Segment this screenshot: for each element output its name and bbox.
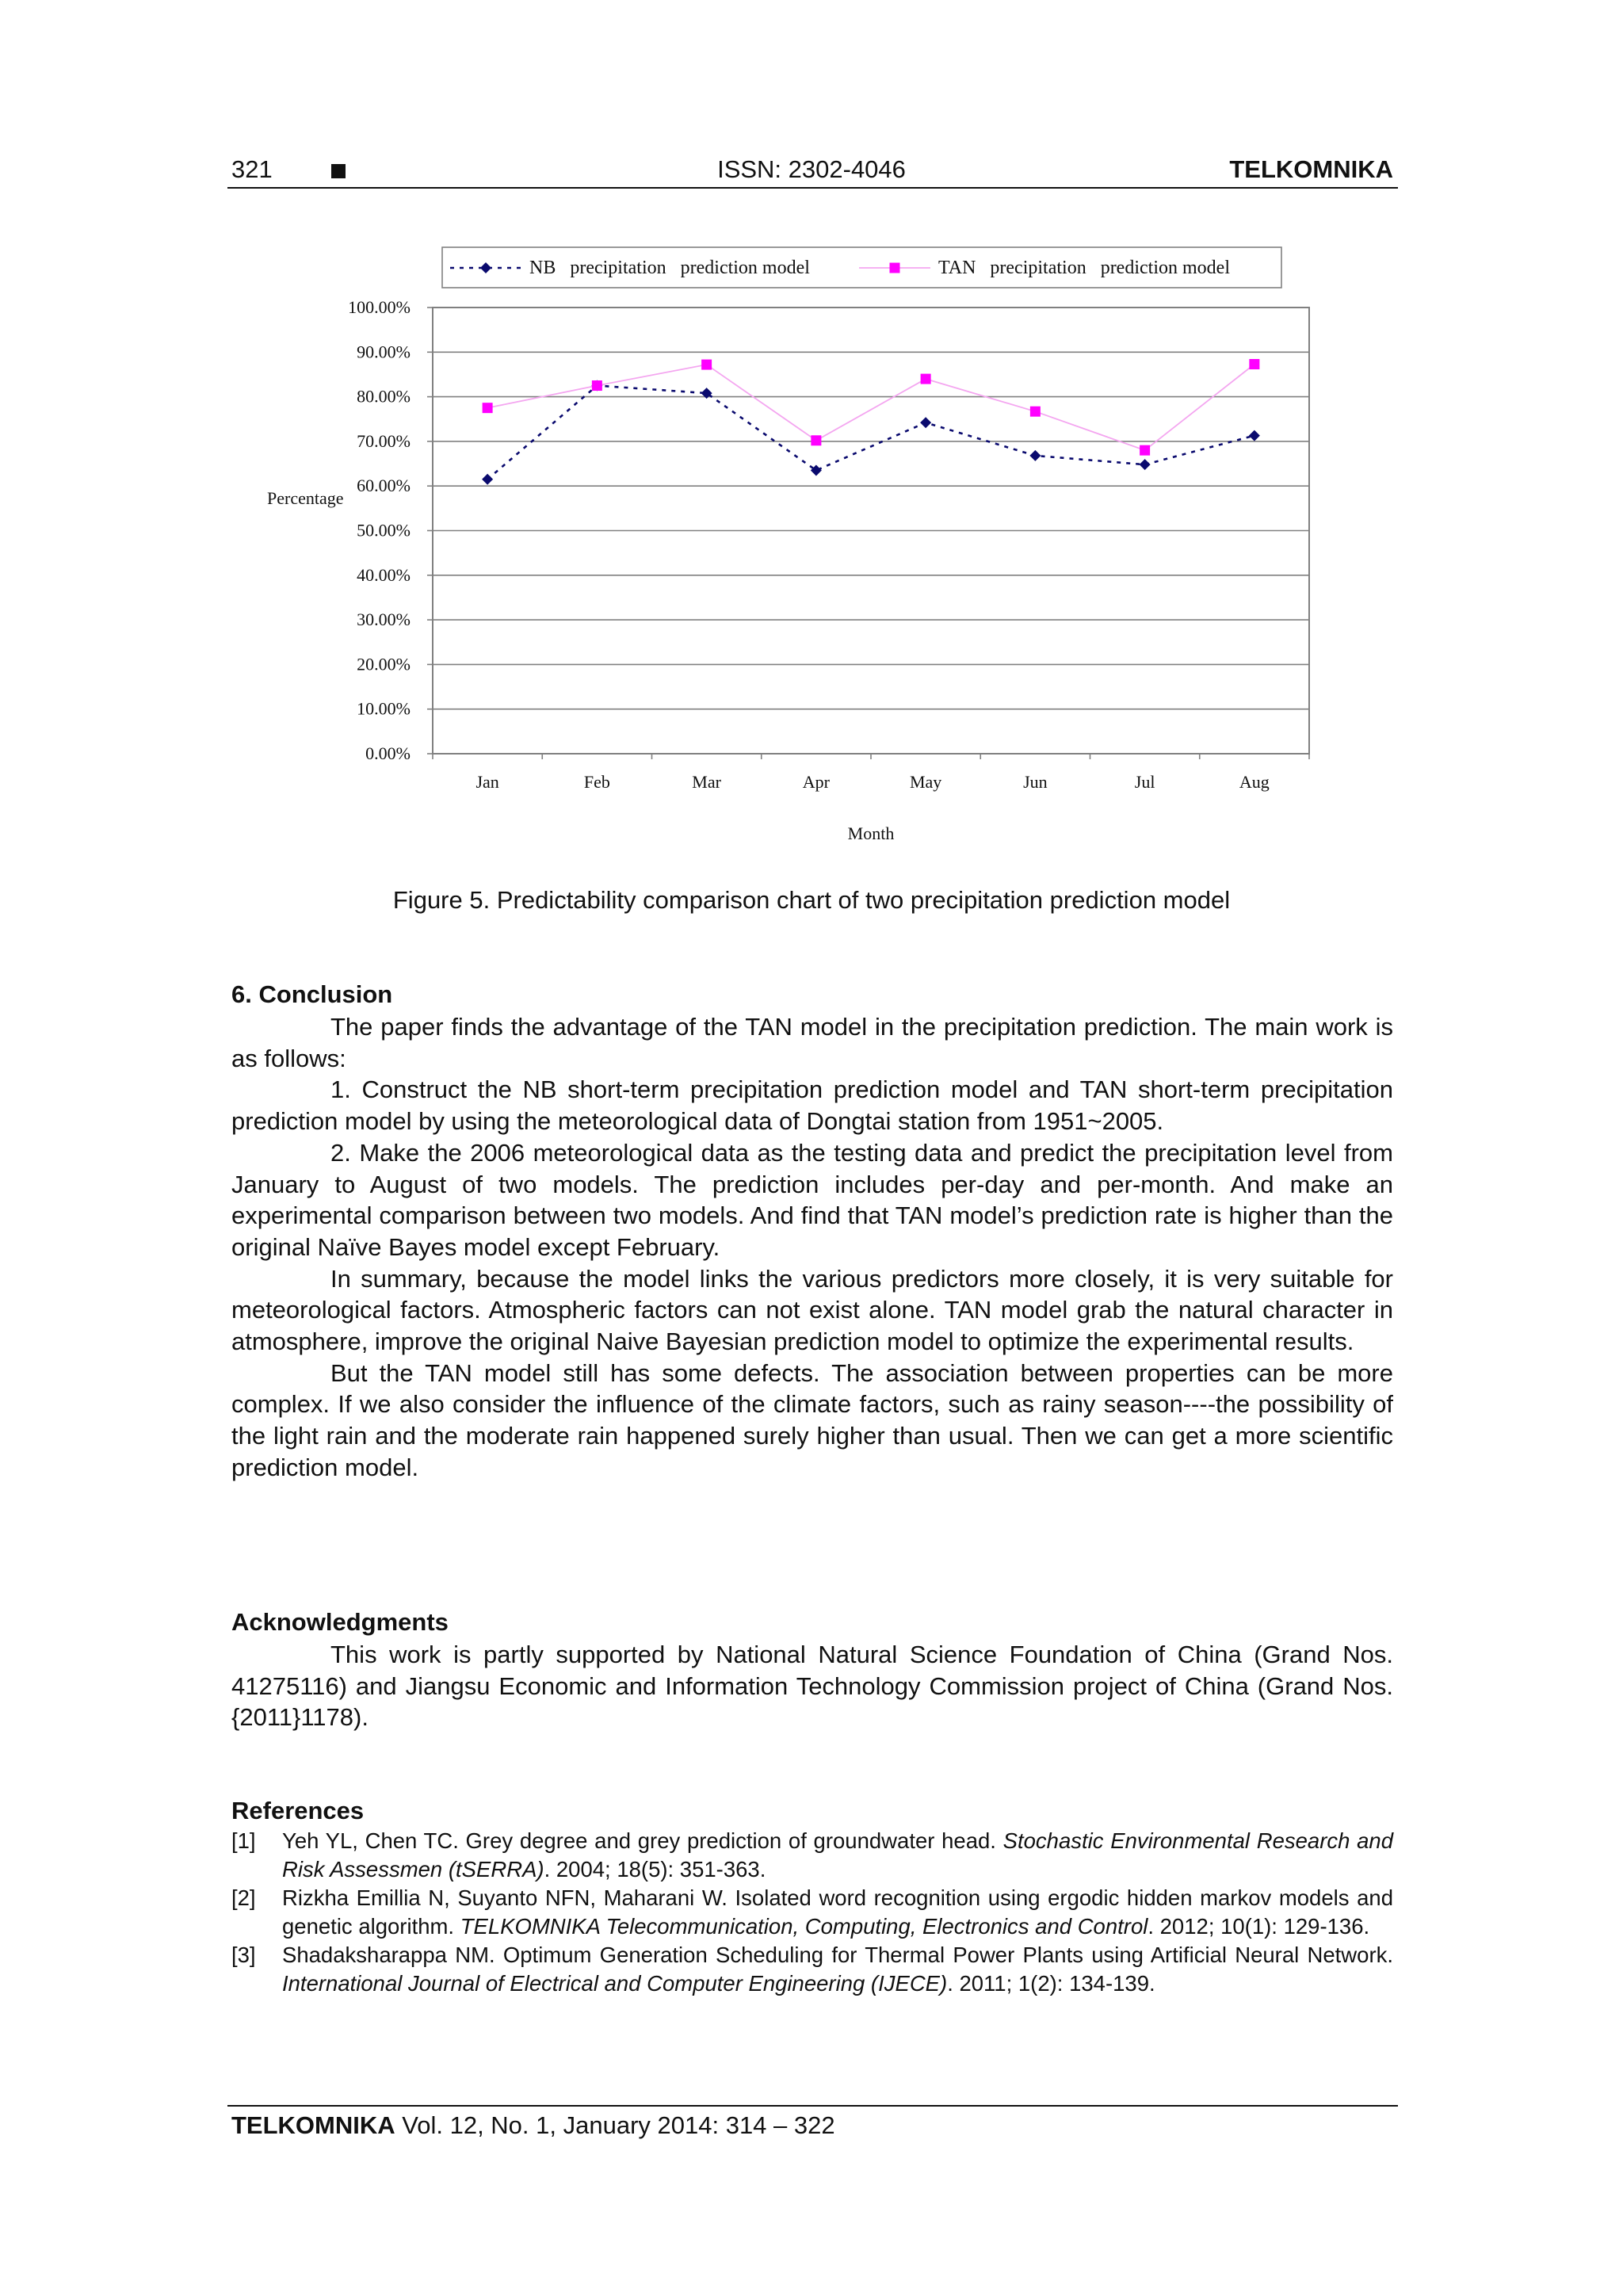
footer-citation <box>231 2111 835 2140</box>
acknowledgments-paragraph: This work is partly supported by National Natural Science Foundation of China (Grand Nos. 41275116) and Jiangsu Economic and Information Technology Commission project of China (Grand Nos.{2011}1178). <box>231 1641 1393 1732</box>
x-tick-label: Aug <box>1239 772 1270 792</box>
reference-item <box>231 1941 1393 1998</box>
conclusion-paragraph: But the TAN model still has some defects. The association between properties can be more complex. If we also consider the influence of the climate factors, such as rainy season----the possibility of the light rain and the moderate rain happened surely higher than usual. Then we can get a more scientific prediction model. <box>231 1358 1393 1481</box>
data-point-tan <box>921 374 931 384</box>
y-tick-label: 10.00% <box>357 698 411 719</box>
reference-item <box>231 1884 1393 1941</box>
conclusion-paragraph: In summary, because the model links the various predictors more closely, it is very suitable for meteorological factors. Atmospheric factors can not exist alone. TAN model grab the natural character in atmosphere, improve the original Naive Bayesian prediction model to optimize the experimental results. <box>231 1264 1393 1356</box>
reference-tail: . 2011; 1(2): 134-139. <box>947 1971 1155 1996</box>
acknowledgments-body <box>231 1639 1393 1733</box>
y-tick-label: 0.00% <box>365 743 411 763</box>
x-axis-title: Month <box>847 823 895 843</box>
x-tick-label: May <box>909 772 942 792</box>
footer-journal-name: TELKOMNIKA <box>231 2111 395 2139</box>
x-tick-label: Jan <box>475 772 499 792</box>
header-journal-name: TELKOMNIKA <box>1229 155 1393 183</box>
conclusion-paragraph: The paper finds the advantage of the TAN model in the precipitation prediction. The main work is as follows: <box>231 1013 1393 1072</box>
section-title-conclusion: 6. Conclusion <box>231 980 393 1008</box>
reference-number: [3] <box>231 1943 256 1967</box>
y-axis-title: Percentage <box>267 488 344 508</box>
line-chart <box>0 0 1623 872</box>
reference-item <box>231 1827 1393 1884</box>
reference-list <box>231 1827 1393 1998</box>
header-issn: ISSN: 2302-4046 <box>717 155 906 183</box>
y-tick-label: 40.00% <box>357 564 411 585</box>
reference-text: Rizkha Emillia N, Suyanto NFN, Maharani W. Isolated word recognition using ergodic hidden markov models and genetic algorithm. <box>282 1885 1393 1939</box>
x-tick-label: Jul <box>1134 772 1155 792</box>
conclusion-paragraph: 1. Construct the NB short-term precipitation prediction model and TAN short-term precipitation prediction model by using the meteorological data of Dongtai station from 1951~2005. <box>231 1075 1393 1136</box>
reference-journal: Stochastic Environmental Research and Risk Assessmen (tSERRA) <box>282 1828 1393 1881</box>
x-tick-label: Feb <box>583 772 610 792</box>
data-point-tan <box>1249 359 1259 369</box>
data-point-tan <box>811 435 821 445</box>
data-point-tan <box>483 403 493 413</box>
data-point-tan <box>701 360 712 370</box>
y-tick-label: 80.00% <box>357 386 411 407</box>
reference-text: Yeh YL, Chen TC. Grey degree and grey prediction of groundwater head. <box>282 1828 1003 1853</box>
data-point-tan <box>592 380 602 391</box>
reference-journal: TELKOMNIKA Telecommunication, Computing, Electronics and Control <box>460 1914 1148 1939</box>
y-tick-label: 50.00% <box>357 520 411 541</box>
footer-rule <box>227 2105 1398 2107</box>
conclusion-body <box>231 1011 1393 1484</box>
y-tick-label: 90.00% <box>357 342 411 362</box>
y-tick-label: 30.00% <box>357 609 411 630</box>
x-tick-label: Mar <box>692 772 721 792</box>
data-point-tan <box>1140 445 1150 456</box>
reference-tail: . 2004; 18(5): 351-363. <box>544 1857 766 1881</box>
reference-number: [1] <box>231 1828 256 1853</box>
reference-text: Shadaksharappa NM. Optimum Generation Scheduling for Thermal Power Plants using Artificial Neural Network. <box>282 1943 1393 1967</box>
y-tick-label: 20.00% <box>357 654 411 674</box>
legend-label-nb: NB precipitation prediction model <box>529 258 810 278</box>
page-number: 321 <box>231 155 273 183</box>
x-tick-label: Jun <box>1023 772 1048 792</box>
y-tick-label: 70.00% <box>357 430 411 451</box>
section-title-references: References <box>231 1797 365 1824</box>
reference-tail: . 2012; 10(1): 129-136. <box>1148 1914 1370 1939</box>
section-title-acknowledgments: Acknowledgments <box>231 1608 449 1636</box>
legend-label-tan: TAN precipitation prediction model <box>938 258 1230 278</box>
legend-marker-tan <box>890 263 900 273</box>
y-tick-label: 100.00% <box>348 297 411 317</box>
reference-number: [2] <box>231 1885 256 1910</box>
data-point-tan <box>1030 407 1041 417</box>
reference-journal: International Journal of Electrical and Computer Engineering (IJECE) <box>282 1971 948 1996</box>
y-tick-label: 60.00% <box>357 476 411 496</box>
conclusion-paragraph: 2. Make the 2006 meteorological data as the testing data and predict the precipitation level from January to August of two models. The prediction includes per-day and per-month. And make an experimental comparison between two models. And find that TAN model’s prediction rate is higher than the original Naïve Bayes model except February. <box>231 1138 1393 1261</box>
x-tick-label: Apr <box>802 772 830 792</box>
figure-caption: Figure 5. Predictability comparison chart of two precipitation prediction model <box>392 886 1231 914</box>
footer-details: Vol. 12, No. 1, January 2014: 314 – 322 <box>395 2111 835 2139</box>
